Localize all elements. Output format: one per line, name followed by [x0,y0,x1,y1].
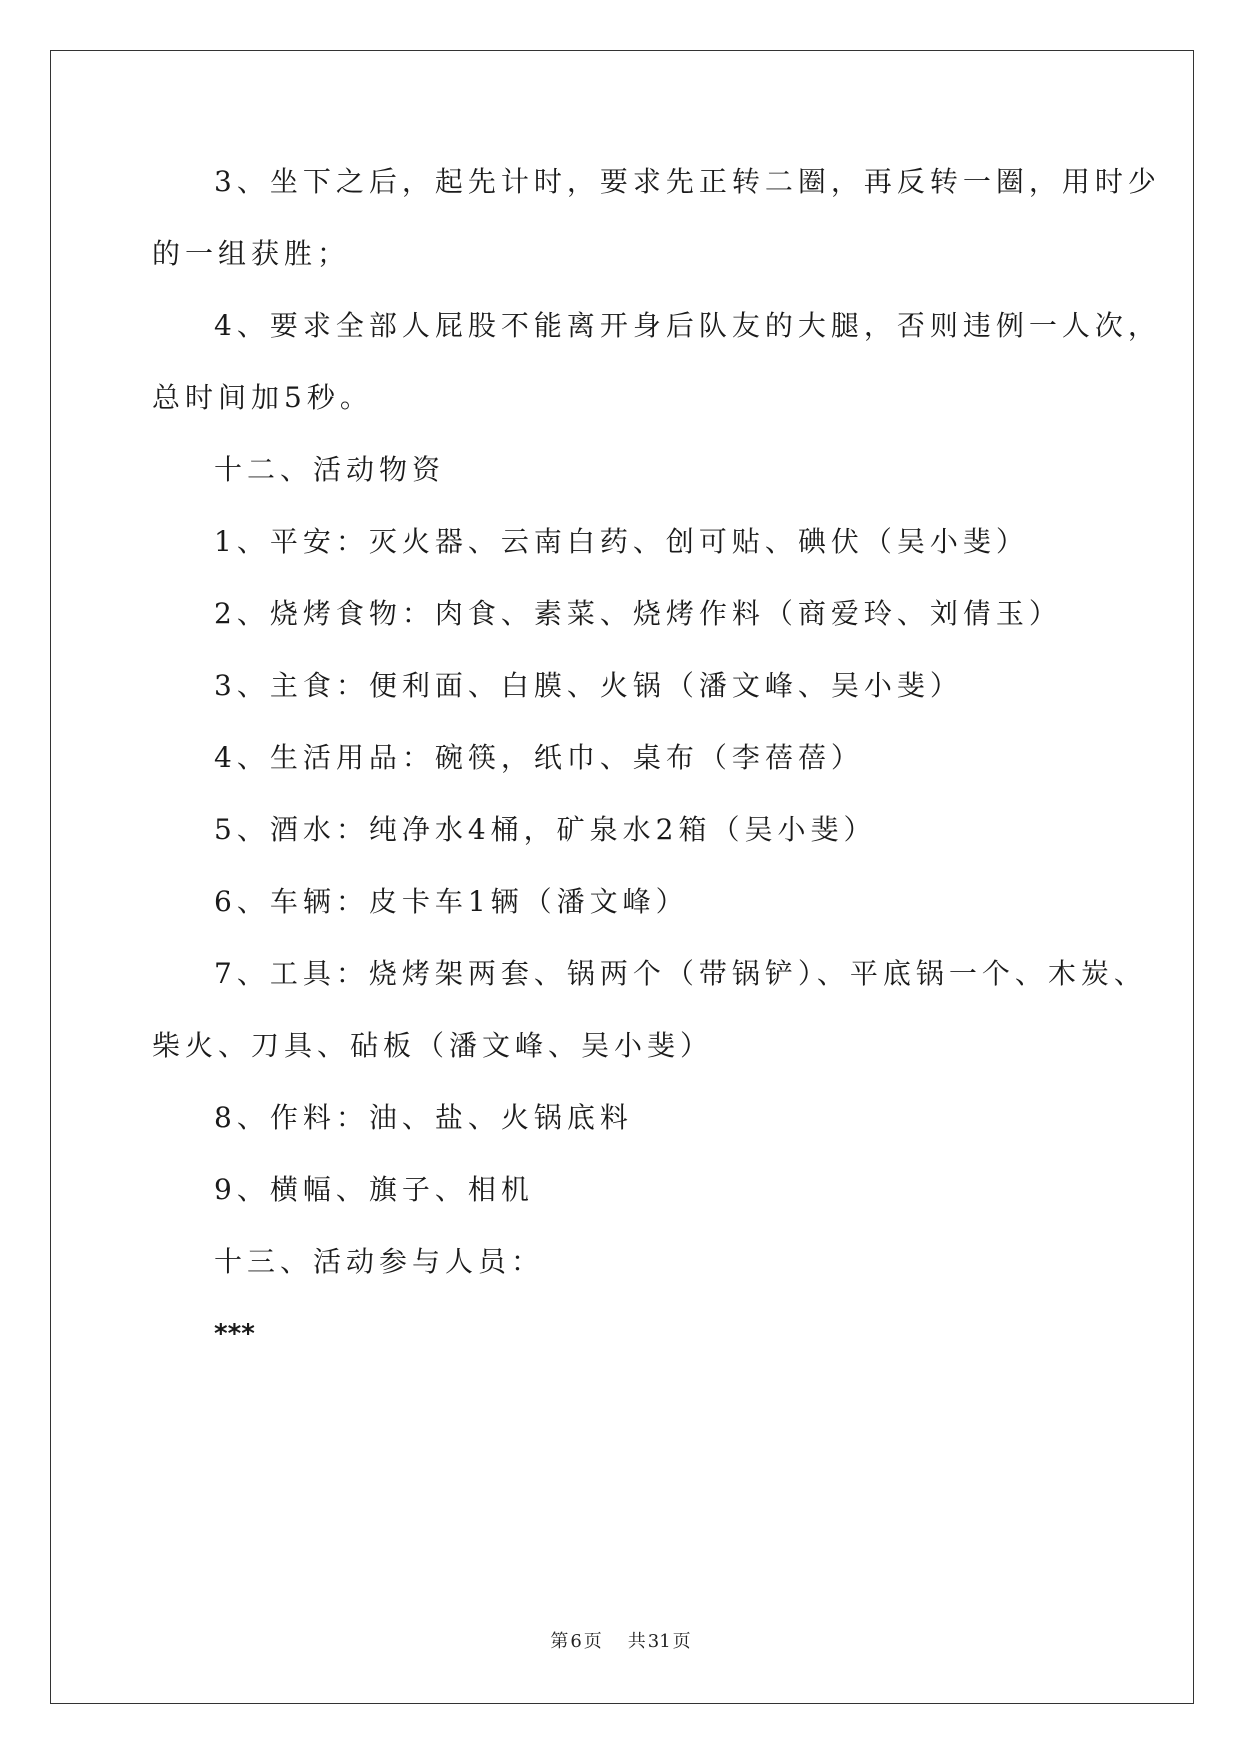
supply-item-9: 9、横幅、旗子、相机 [214,1173,534,1206]
paragraph-rule-4-line-1: 4、要求全部人屁股不能离开身后队友的大腿，否则违例一人次， [214,309,1161,342]
supply-item-2: 2、烧烤食物：肉食、素菜、烧烤作料（商爱玲、刘倩玉） [214,597,1062,630]
footer-page-number: 6 [570,1631,582,1652]
paragraph-rule-3-line-2: 的一组获胜； [152,237,351,270]
section-13-heading: 十三、活动参与人员： [214,1245,545,1278]
supply-item-7-line-2: 柴火、刀具、砧板（潘文峰、吴小斐） [152,1029,714,1062]
footer-page-prefix: 第 [550,1631,569,1652]
supply-item-1: 1、平安：灭火器、云南白药、创可贴、碘伏（吴小斐） [214,525,1029,558]
supply-item-8: 8、作料：油、盐、火锅底料 [214,1101,633,1134]
supply-item-4: 4、生活用品：碗筷，纸巾、桌布（李蓓蓓） [214,741,864,774]
paragraph-rule-3-line-1: 3、坐下之后，起先计时，要求先正转二圈，再反转一圈，用时少 [214,165,1161,198]
section-12-heading: 十二、活动物资 [214,453,446,486]
supply-item-6: 6、车辆：皮卡车1辆（潘文峰） [214,885,689,918]
page-border [50,50,1194,1704]
footer-total-pages: 31 [647,1631,671,1652]
footer-total-suffix: 页 [672,1631,691,1652]
supply-item-3: 3、主食：便利面、白膜、火锅（潘文峰、吴小斐） [214,669,963,702]
footer-page-suffix: 页 [583,1631,602,1652]
supply-item-5: 5、酒水：纯净水4桶，矿泉水2箱（吴小斐） [214,813,877,846]
page-footer [0,1630,1241,1654]
paragraph-rule-4-line-2: 总时间加5秒。 [152,381,373,414]
footer-total-prefix: 共 [627,1631,646,1652]
supply-item-7-line-1: 7、工具：烧烤架两套、锅两个（带锅铲）、平底锅一个、木炭、 [214,957,1147,990]
participants-placeholder: *** [214,1319,255,1349]
